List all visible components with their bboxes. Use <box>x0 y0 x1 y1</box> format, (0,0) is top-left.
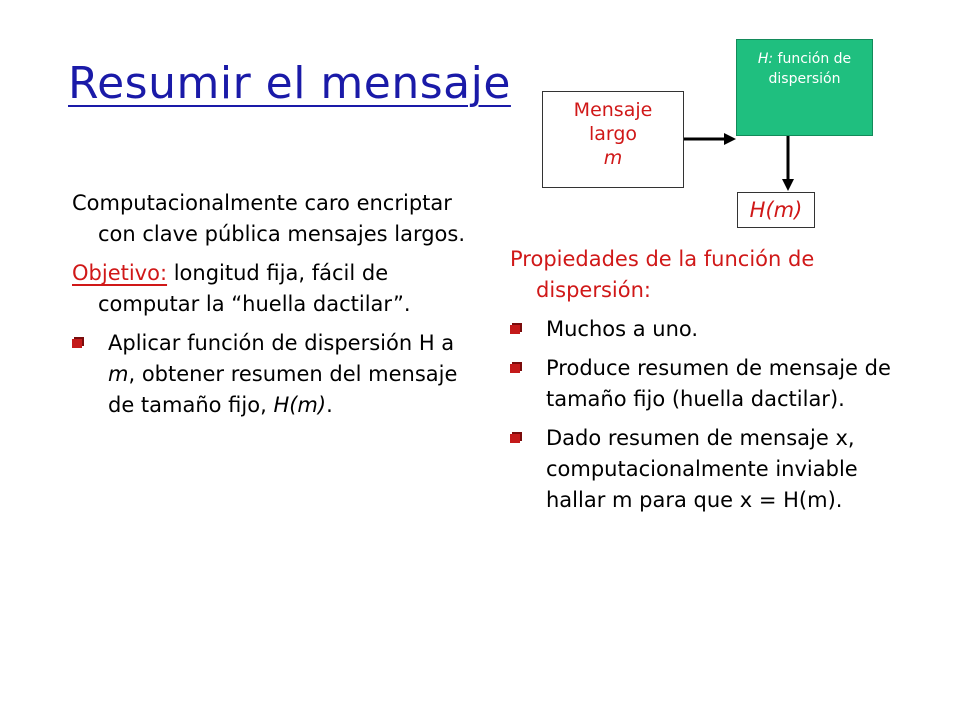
property-bullet <box>510 353 910 415</box>
bullet-icon <box>510 323 522 334</box>
bullet-hm: H(m) <box>273 393 327 417</box>
bullet-icon <box>510 362 522 373</box>
property-text: Dado resumen de mensaje x, computacionalmente inviable hallar m para que x = H(m). <box>546 426 858 512</box>
slide-title: Resumir el mensaje <box>68 58 511 109</box>
hash-box-prefix: H: <box>757 51 774 67</box>
message-box-line-1: Mensaje <box>573 99 653 121</box>
bullet-text-mid: , obtener resumen del mensaje de tamaño fijo, <box>108 362 458 417</box>
intro-paragraph: Computacionalmente caro encriptar con clave pública mensajes largos. <box>72 191 466 246</box>
message-box-line-2: largo <box>588 123 638 145</box>
property-text: Muchos a uno. <box>546 317 699 341</box>
objective-label: Objetivo: <box>72 261 168 285</box>
arrow-to-hash <box>684 133 736 145</box>
bullet-m: m <box>108 362 129 386</box>
bullet-icon <box>510 432 522 443</box>
property-bullet <box>510 314 910 345</box>
property-bullet <box>510 423 910 516</box>
right-column <box>510 244 910 516</box>
arrow-to-output <box>782 136 794 191</box>
bullet-text-end: . <box>326 393 333 417</box>
hash-box-text: función de dispersión <box>768 51 852 87</box>
bullet-text-prefix: Aplicar función de dispersión H a <box>108 331 455 355</box>
message-box-line-3: m <box>603 147 623 169</box>
property-text: Produce resumen de mensaje de tamaño fijo (huella dactilar). <box>546 356 891 411</box>
output-box: H(m) <box>737 192 815 228</box>
objective-text: longitud fija, fácil de computar la “huella dactilar”. <box>98 261 411 316</box>
properties-heading: Propiedades de la función de dispersión: <box>510 247 815 302</box>
